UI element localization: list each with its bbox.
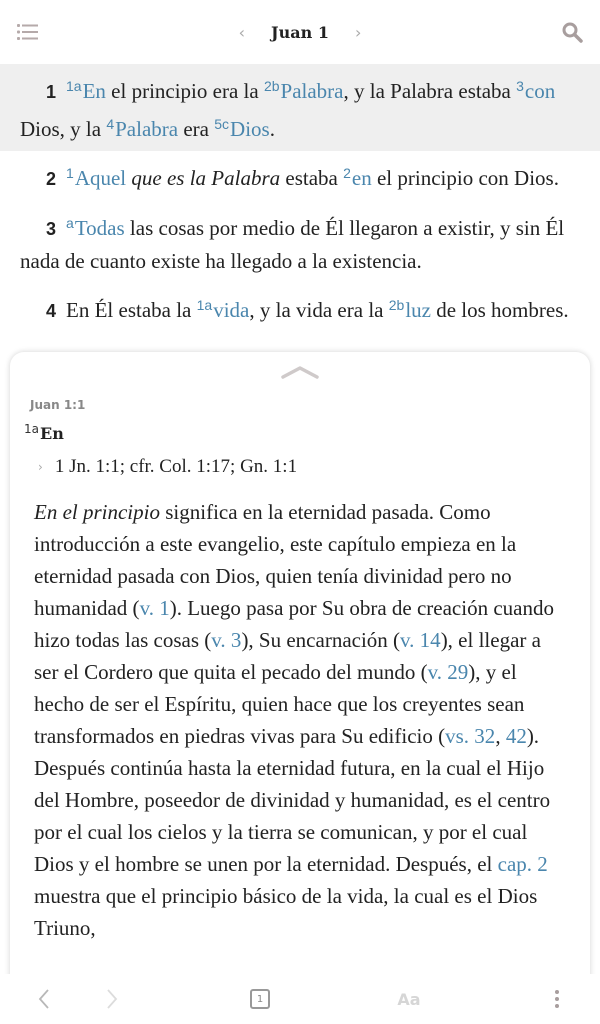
verse[interactable] bbox=[0, 201, 600, 283]
chevron-right-icon: › bbox=[38, 460, 43, 474]
previous-chapter-button[interactable]: ‹ bbox=[238, 22, 246, 42]
footnote-marker[interactable]: 2 bbox=[343, 165, 351, 181]
note-word: En bbox=[40, 424, 64, 443]
bottom-toolbar bbox=[0, 974, 600, 1024]
verse-text: el principio era la bbox=[105, 79, 264, 103]
text-size-button[interactable]: Aa bbox=[397, 989, 421, 1009]
next-chapter-button[interactable]: › bbox=[354, 22, 362, 42]
verse-number: 1 bbox=[46, 82, 57, 102]
chevron-up-icon bbox=[280, 364, 320, 380]
verse-number: 2 bbox=[46, 169, 57, 189]
note-body bbox=[34, 496, 562, 944]
panel-drag-handle[interactable] bbox=[280, 364, 320, 380]
page-number-badge: 1 bbox=[250, 989, 270, 1009]
footnote-link[interactable]: en bbox=[351, 166, 372, 190]
cross-reference-text: 1 Jn. 1:1; cfr. Col. 1:17; Gn. 1:1 bbox=[54, 456, 298, 477]
verse-text: estaba bbox=[280, 166, 344, 190]
note-text: ), y el hecho de ser el Espíritu, quien hace que los creyentes sean transformados en piedras vivas para Su edificio ( bbox=[34, 660, 525, 748]
footnote-link[interactable]: En bbox=[82, 79, 106, 103]
footnote-marker[interactable]: 1a bbox=[196, 297, 213, 313]
chapter-title: Juan 1 bbox=[271, 22, 329, 42]
footnote-link[interactable]: Palabra bbox=[115, 117, 179, 141]
footnote-link[interactable]: vida bbox=[213, 298, 250, 322]
verse-reference-link[interactable]: 42 bbox=[505, 724, 527, 748]
cross-references[interactable] bbox=[38, 456, 297, 478]
note-reference: Juan 1:1 bbox=[30, 398, 86, 412]
footnote-marker[interactable]: 5c bbox=[214, 116, 230, 132]
verse-reference-link[interactable]: v. 3 bbox=[211, 628, 242, 652]
footnote-link[interactable]: luz bbox=[405, 298, 431, 322]
footnote-panel bbox=[10, 352, 590, 992]
verse-number: 4 bbox=[46, 301, 57, 321]
footnote-marker[interactable]: 3 bbox=[516, 78, 524, 94]
note-text: ), Su encarnación ( bbox=[241, 628, 401, 652]
verse-text: el principio con Dios. bbox=[371, 166, 559, 190]
chapter-page-button[interactable] bbox=[249, 986, 271, 1012]
more-vertical-icon bbox=[554, 988, 560, 1010]
chevron-right-icon bbox=[105, 988, 119, 1010]
verse-text: de los hombres. bbox=[430, 298, 569, 322]
note-text: ). Luego pasa por Su obra de creación cuando hizo todas las cosas ( bbox=[34, 596, 554, 652]
footnote-marker[interactable]: 1a bbox=[66, 78, 82, 94]
italic-text: En el principio bbox=[34, 500, 160, 524]
top-bar bbox=[0, 0, 600, 64]
back-button[interactable] bbox=[34, 986, 54, 1012]
verse-text: las cosas por medio de Él llegaron a existir, y sin Él nada de cuanto existe ha llegado a la existencia. bbox=[20, 216, 565, 273]
verse[interactable] bbox=[0, 283, 600, 333]
verse-text: . bbox=[269, 117, 275, 141]
footnote-link[interactable]: Todas bbox=[74, 216, 125, 240]
footnote-link[interactable]: Dios bbox=[230, 117, 270, 141]
footnote-link[interactable]: Aquel bbox=[74, 166, 127, 190]
footnote-link[interactable]: con bbox=[524, 79, 556, 103]
footnote-marker[interactable]: 2b bbox=[388, 297, 405, 313]
list-icon bbox=[16, 20, 40, 44]
note-text: significa en la eternidad pasada. Como introducción a este evangelio, este capítulo empieza en la eternidad pasada con Dios, quien tenía divinidad pero no humanidad ( bbox=[34, 500, 517, 620]
note-heading bbox=[24, 422, 64, 443]
chapter-navigator bbox=[233, 19, 368, 46]
scripture-reader bbox=[0, 64, 600, 333]
footnote-marker[interactable]: 4 bbox=[106, 116, 115, 132]
verse-reference-link[interactable]: cap. 2 bbox=[497, 852, 548, 876]
search-button[interactable] bbox=[560, 20, 584, 44]
note-text: muestra que el principio básico de la vida, la cual es el Dios Triuno, bbox=[34, 884, 538, 940]
footnote-marker[interactable]: a bbox=[66, 215, 74, 231]
forward-button[interactable] bbox=[102, 986, 122, 1012]
footnote-marker[interactable]: 1 bbox=[66, 165, 74, 181]
table-of-contents-button[interactable] bbox=[16, 20, 40, 44]
verse-reference-link[interactable]: v. 1 bbox=[139, 596, 170, 620]
footnote-link[interactable]: Palabra bbox=[280, 79, 344, 103]
verse-text: , y la vida era la bbox=[249, 298, 389, 322]
verse-number: 3 bbox=[46, 219, 57, 239]
footnote-marker[interactable]: 2b bbox=[263, 78, 280, 94]
verse-text: , y la Palabra estaba bbox=[343, 79, 517, 103]
verse-text: era bbox=[178, 117, 215, 141]
note-text: ), el llegar a ser el Cordero que quita el pecado del mundo ( bbox=[34, 628, 541, 684]
verse-reference-link[interactable]: vs. 32 bbox=[445, 724, 496, 748]
verse[interactable] bbox=[0, 64, 600, 151]
note-text: ). Después continúa hasta la eternidad futura, en la cual el Hijo del Hombre, poseedor de divinidad y humanidad, es el centro por el cual los cielos y la tierra se comunican, y por el cual Dios y el hombre se unen por la eternidad. Después, el bbox=[34, 724, 551, 876]
more-options-button[interactable] bbox=[550, 986, 564, 1012]
verse-reference-link[interactable]: v. 29 bbox=[427, 660, 469, 684]
note-marker: 1a bbox=[24, 422, 39, 436]
verse-reference-link[interactable]: v. 14 bbox=[400, 628, 441, 652]
note-text: , bbox=[495, 724, 506, 748]
verse-text: En Él estaba la bbox=[66, 298, 197, 322]
search-icon bbox=[560, 20, 584, 44]
verse[interactable] bbox=[0, 151, 600, 201]
verse-text: Dios, y la bbox=[20, 117, 107, 141]
chevron-left-icon bbox=[37, 988, 51, 1010]
italic-text: que es la Palabra bbox=[131, 166, 281, 190]
